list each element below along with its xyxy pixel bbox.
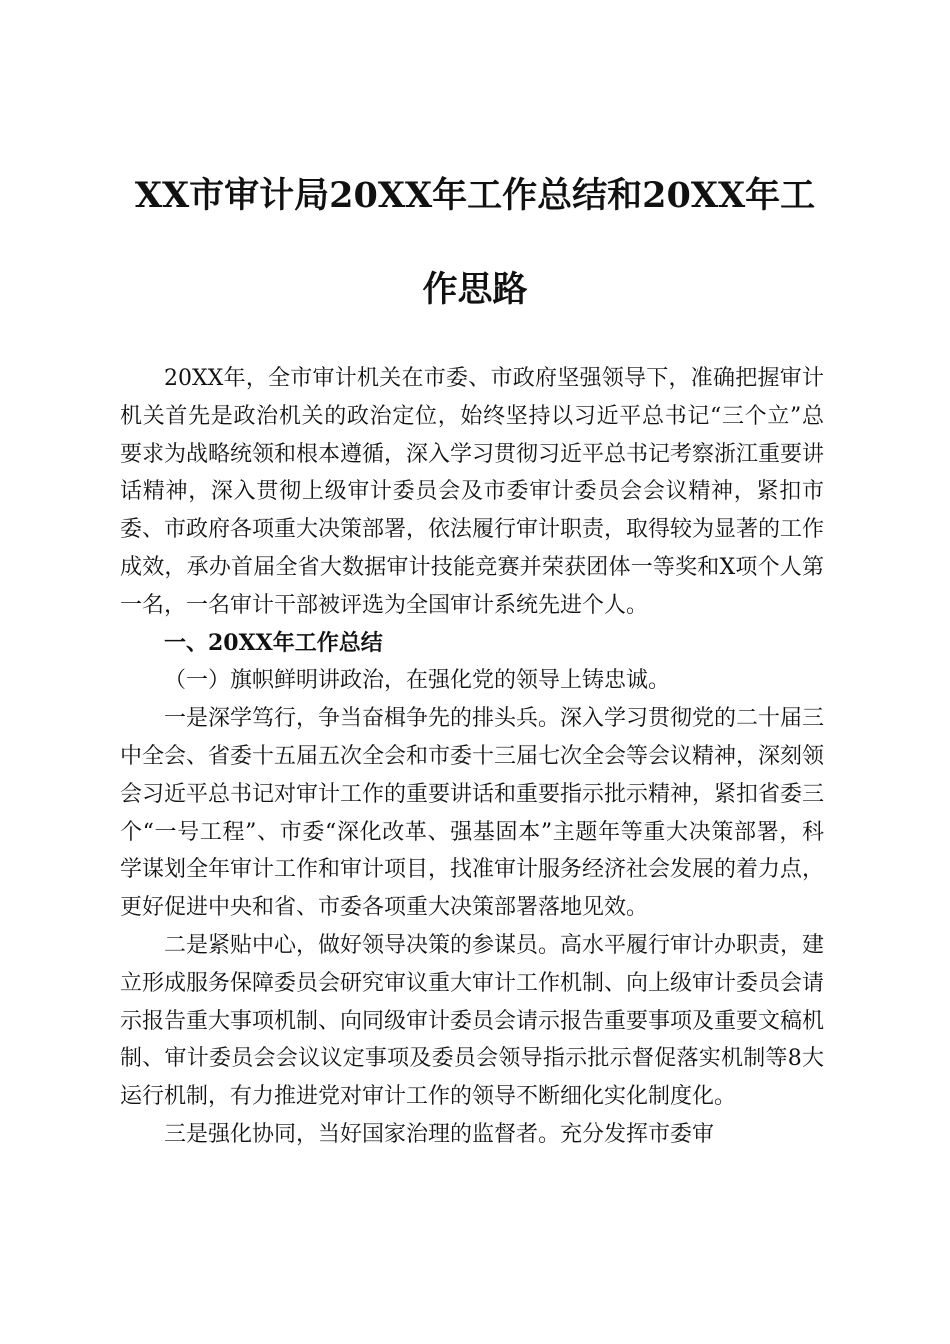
title-line-1: XX市审计局20XX年工作总结和20XX年工 <box>134 175 816 216</box>
intro-paragraph: 20XX年，全市审计机关在市委、市政府坚强领导下，准确把握审计机关首先是政治机关的政治定位，始终坚持以习近平总书记“三个立”总要求为战略统领和根本遵循，深入学习贯彻习近平总书记考察浙江重要讲话精神，深入贯彻上级审计委员会及市委审计委员会会议精神，紧扣市委、市政府各项重大决策部署，依法履行审计职责，取得较为显著的工作成效，承办首届全省大数据审计技能竞赛并荣获团体一等奖和X项个人第一名，一名审计干部被评选为全国审计系统先进个人。 <box>120 366 825 618</box>
point-three-paragraph: 三是强化协同，当好国家治理的监督者。充分发挥市委审 <box>164 1121 715 1147</box>
subsection-heading-politics: （一）旗帜鲜明讲政治，在强化党的领导上铸忠诚。 <box>164 668 671 694</box>
title-line-2: 作思路 <box>422 269 528 310</box>
point-one-paragraph: 一是深学笃行，争当奋楫争先的排头兵。深入学习贯彻党的二十届三中全会、省委十五届五次全会和市委十三届七次全会等会议精神，深刻领会习近平总书记对审计工作的重要讲话和重要指示批示精神，紧扣省委三个“一号工程”、市委“深化改革、强基固本”主题年等重大决策部署，科学谋划全年审计工作和审计项目，找准审计服务经济社会发展的着力点，更好促进中央和省、市委各项重大决策部署落地见效。 <box>120 706 825 921</box>
point-two-paragraph: 二是紧贴中心，做好领导决策的参谋员。高水平履行审计办职责，建立形成服务保障委员会研究审议重大审计工作机制、向上级审计委员会请示报告重大事项机制、向同级审计委员会请示报告重要事项及重要文稿机制、审计委员会会议议定事项及委员会领导指示批示督促落实机制等8大运行机制，有力推进党对审计工作的领导不断细化实化制度化。 <box>120 932 825 1110</box>
document-body <box>120 360 824 1154</box>
section-heading-summary: 一、20XX年工作总结 <box>164 629 383 656</box>
document-title <box>110 170 840 316</box>
